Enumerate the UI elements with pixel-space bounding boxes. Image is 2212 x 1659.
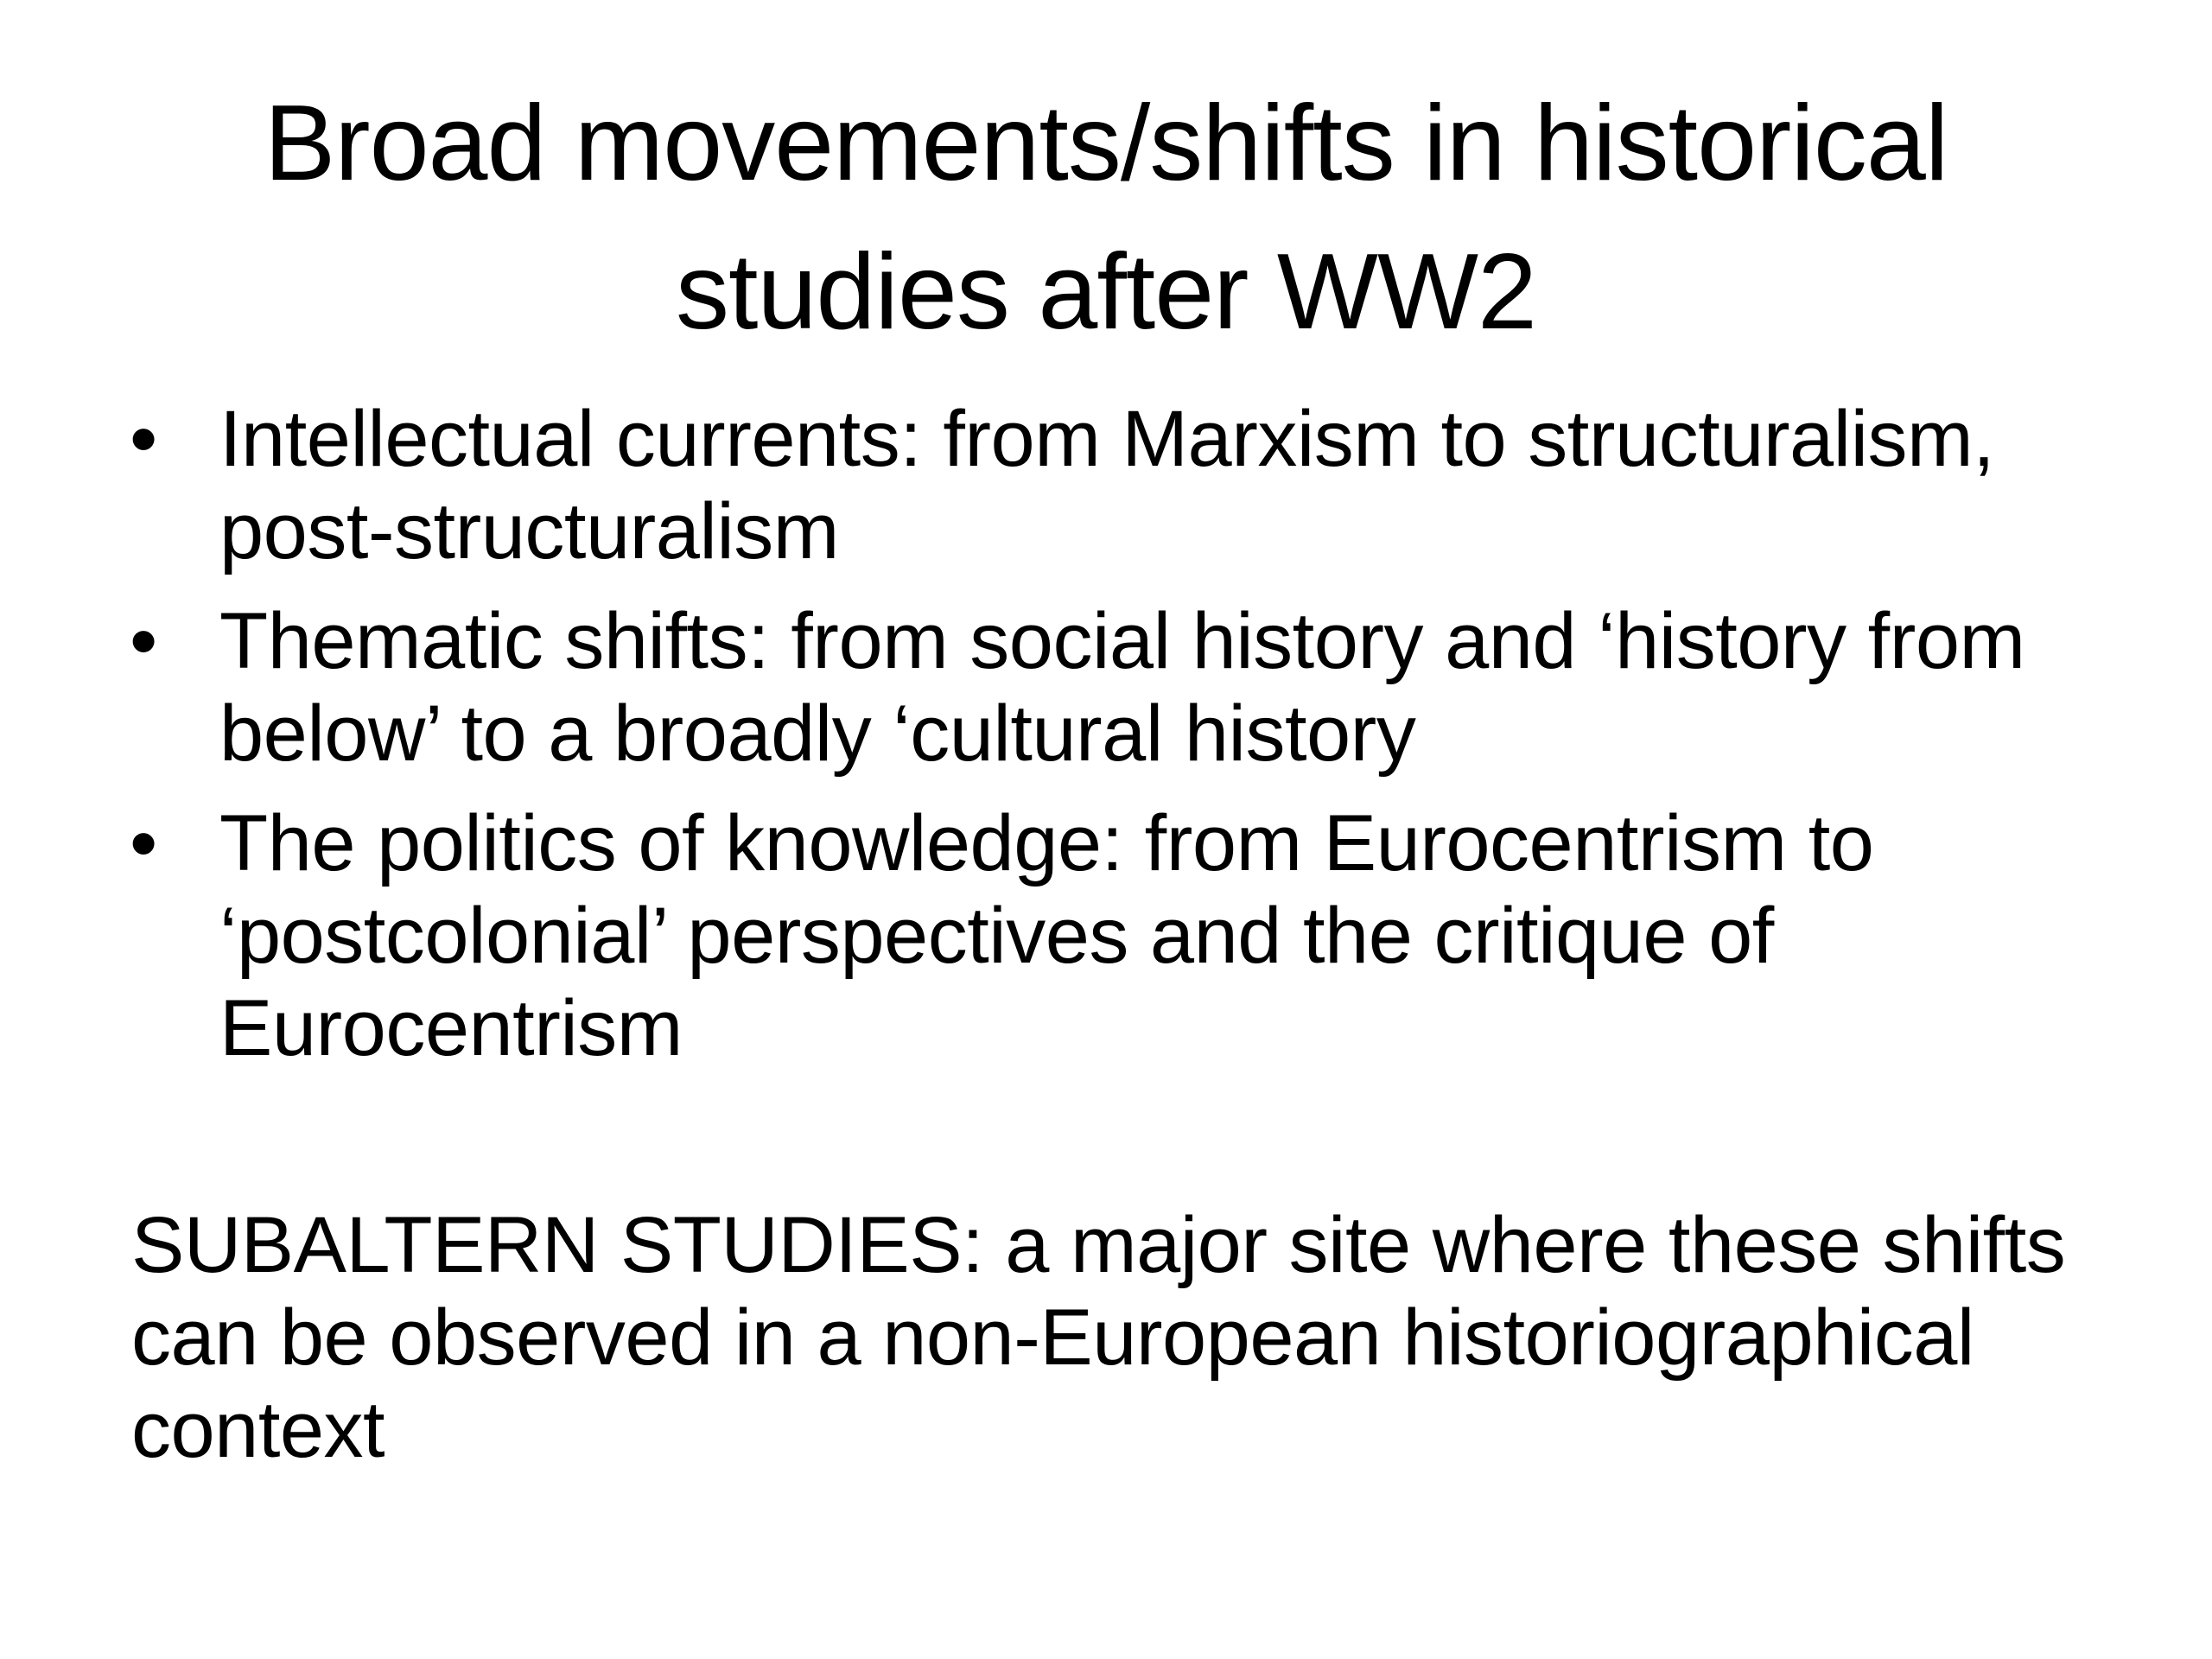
bullet-list	[130, 393, 2082, 1092]
slide-title: Broad movements/shifts in historical studies after WW2	[264, 84, 1948, 352]
bullet-icon: •	[130, 799, 157, 887]
bullet-icon: •	[130, 395, 157, 483]
bullet-text: The politics of knowledge: from Eurocentrism to ‘postcolonial’ perspectives and the critique of Eurocentrism	[219, 799, 1874, 1072]
bullet-text: Intellectual currents: from Marxism to structuralism, post-structuralism	[219, 395, 1995, 575]
bullet-icon: •	[130, 597, 157, 685]
bullet-item	[130, 393, 2082, 578]
bullet-text: Thematic shifts: from social history and ‘history from below’ to a broadly ‘cultural history	[219, 597, 2025, 778]
summary-text: SUBALTERN STUDIES: a major site where these shifts can be observed in a non-European historiographical context	[131, 1201, 2066, 1474]
bullet-item	[130, 595, 2082, 780]
bullet-item	[130, 798, 2082, 1075]
